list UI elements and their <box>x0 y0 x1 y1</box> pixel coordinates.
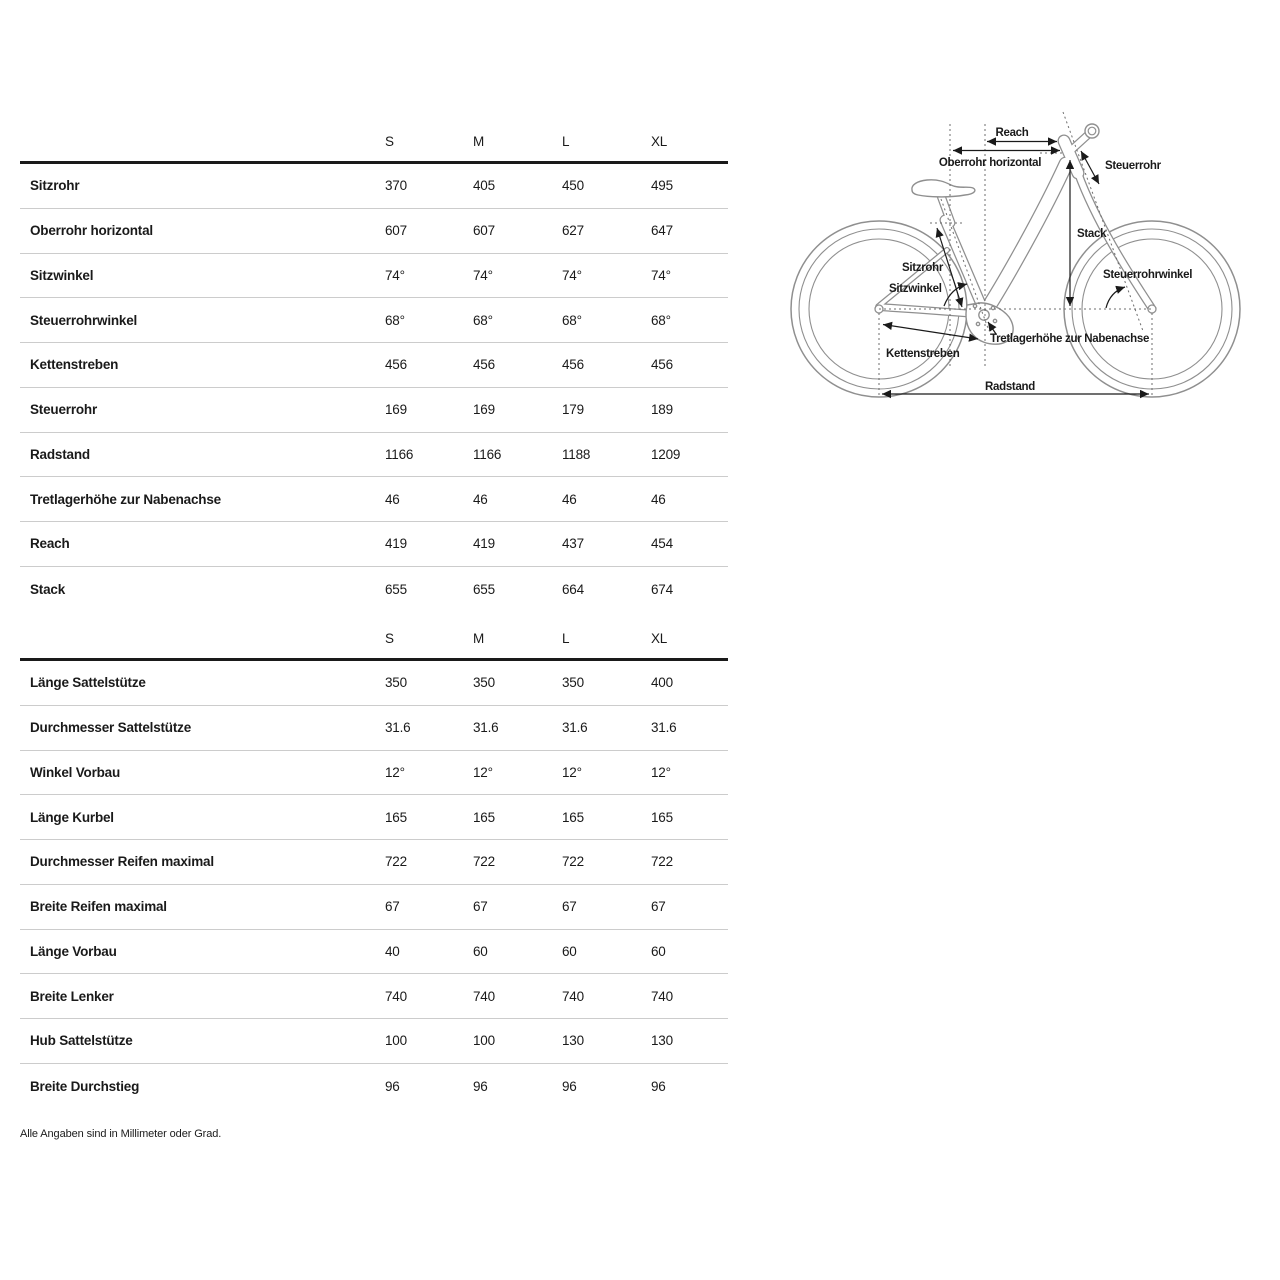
row-value-m: 722 <box>473 854 495 870</box>
row-label: Durchmesser Reifen maximal <box>30 854 214 870</box>
table-row <box>20 751 728 796</box>
row-value-m: 100 <box>473 1033 495 1049</box>
row-value-xl: 31.6 <box>651 720 677 736</box>
row-value-m: 31.6 <box>473 720 499 736</box>
units-footnote: Alle Angaben sind in Millimeter oder Grad. <box>20 1128 222 1140</box>
row-value-m: 456 <box>473 357 495 373</box>
row-value-s: 12° <box>385 764 405 780</box>
row-value-s: 456 <box>385 357 407 373</box>
table-row <box>20 343 728 388</box>
row-value-m: 419 <box>473 536 495 552</box>
component-spec-table <box>20 618 728 1109</box>
row-value-s: 74° <box>385 267 405 283</box>
row-value-s: 40 <box>385 943 400 959</box>
size-header-xl-2: XL <box>651 630 668 646</box>
row-value-s: 169 <box>385 402 407 418</box>
row-value-s: 67 <box>385 899 400 915</box>
table-row <box>20 209 728 254</box>
table-row <box>20 1019 728 1064</box>
row-value-xl: 189 <box>651 402 673 418</box>
row-value-l: 450 <box>562 178 584 194</box>
frame-geometry-table <box>20 121 728 612</box>
row-label: Steuerrohr <box>30 402 98 418</box>
row-value-s: 740 <box>385 988 407 1004</box>
row-value-s: 46 <box>385 491 400 507</box>
saddle <box>912 180 975 197</box>
label-kettenstreben: Kettenstreben <box>886 348 960 360</box>
bike-geometry-diagram <box>770 95 1260 415</box>
table-row <box>20 1064 728 1109</box>
row-label: Durchmesser Sattelstütze <box>30 720 192 736</box>
table-row <box>20 706 728 751</box>
row-label: Oberrohr horizontal <box>30 223 153 239</box>
label-oberrohr: Oberrohr horizontal <box>938 157 1042 169</box>
row-value-m: 96 <box>473 1078 488 1094</box>
size-header-l-2: L <box>562 630 570 646</box>
row-label: Breite Reifen maximal <box>30 899 167 915</box>
row-value-l: 627 <box>562 223 584 239</box>
size-header-m: M <box>473 133 485 149</box>
handlebar-grip <box>1085 124 1099 138</box>
table-row <box>20 477 728 522</box>
label-reach: Reach <box>995 127 1029 139</box>
table-row <box>20 840 728 885</box>
component-spec-rows <box>20 661 728 1109</box>
row-value-m: 12° <box>473 764 493 780</box>
row-value-l: 31.6 <box>562 720 588 736</box>
row-value-xl: 740 <box>651 988 673 1004</box>
row-value-xl: 647 <box>651 223 673 239</box>
table-row <box>20 567 728 612</box>
row-value-xl: 1209 <box>651 446 681 462</box>
row-value-m: 46 <box>473 491 488 507</box>
row-value-m: 1166 <box>473 446 502 462</box>
row-value-l: 67 <box>562 899 577 915</box>
row-value-xl: 96 <box>651 1078 666 1094</box>
table-row <box>20 930 728 975</box>
row-value-l: 74° <box>562 267 582 283</box>
row-label: Länge Sattelstütze <box>30 675 146 691</box>
label-sitzwinkel: Sitzwinkel <box>889 283 942 295</box>
row-value-s: 68° <box>385 312 405 328</box>
label-tretlagerhoehe: Tretlagerhöhe zur Nabenachse <box>990 333 1150 345</box>
row-value-xl: 74° <box>651 267 671 283</box>
row-value-l: 722 <box>562 854 584 870</box>
table-row <box>20 661 728 706</box>
row-value-m: 607 <box>473 223 495 239</box>
row-value-m: 68° <box>473 312 493 328</box>
table-row <box>20 522 728 567</box>
row-label: Radstand <box>30 446 90 462</box>
row-label: Stack <box>30 581 66 597</box>
table-row <box>20 433 728 478</box>
row-value-xl: 400 <box>651 675 673 691</box>
table-row <box>20 254 728 299</box>
row-value-l: 437 <box>562 536 584 552</box>
size-header-l: L <box>562 133 570 149</box>
frame-geometry-rows <box>20 164 728 612</box>
row-label: Reach <box>30 536 70 552</box>
row-value-s: 419 <box>385 536 407 552</box>
row-label: Kettenstreben <box>30 357 119 373</box>
table-row <box>20 298 728 343</box>
row-value-l: 350 <box>562 675 584 691</box>
table-row <box>20 885 728 930</box>
label-steuerrohr: Steuerrohr <box>1105 160 1161 172</box>
row-value-l: 12° <box>562 764 582 780</box>
row-value-s: 1166 <box>385 446 414 462</box>
row-value-s: 722 <box>385 854 407 870</box>
table-row <box>20 164 728 209</box>
row-value-l: 130 <box>562 1033 584 1049</box>
row-value-s: 607 <box>385 223 407 239</box>
row-value-m: 60 <box>473 943 488 959</box>
row-value-xl: 722 <box>651 854 673 870</box>
size-header-s: S <box>385 133 394 149</box>
row-value-l: 165 <box>562 809 584 825</box>
row-value-m: 405 <box>473 178 495 194</box>
row-label: Sitzwinkel <box>30 267 94 283</box>
table-row <box>20 388 728 433</box>
row-value-s: 100 <box>385 1033 407 1049</box>
row-value-m: 67 <box>473 899 488 915</box>
label-radstand: Radstand <box>985 381 1035 393</box>
row-value-s: 31.6 <box>385 720 411 736</box>
row-value-m: 165 <box>473 809 495 825</box>
row-label: Sitzrohr <box>30 178 80 194</box>
row-value-s: 165 <box>385 809 407 825</box>
label-stack: Stack <box>1077 228 1107 240</box>
row-label: Breite Durchstieg <box>30 1078 140 1094</box>
row-label: Winkel Vorbau <box>30 764 121 780</box>
row-value-l: 740 <box>562 988 584 1004</box>
table-row <box>20 795 728 840</box>
size-header-s-2: S <box>385 630 394 646</box>
row-label: Steuerrohrwinkel <box>30 312 138 328</box>
row-value-m: 350 <box>473 675 495 691</box>
row-value-s: 655 <box>385 581 407 597</box>
row-label: Länge Vorbau <box>30 943 117 959</box>
row-value-xl: 60 <box>651 943 666 959</box>
row-value-l: 1188 <box>562 446 591 462</box>
label-sitzrohr: Sitzrohr <box>902 262 944 274</box>
row-value-l: 46 <box>562 491 577 507</box>
size-header-xl: XL <box>651 133 668 149</box>
row-label: Tretlagerhöhe zur Nabenachse <box>30 491 221 507</box>
row-value-xl: 165 <box>651 809 673 825</box>
row-value-l: 68° <box>562 312 582 328</box>
row-value-xl: 495 <box>651 178 673 194</box>
size-header-row-2 <box>20 618 728 661</box>
size-header-m-2: M <box>473 630 485 646</box>
row-value-m: 655 <box>473 581 495 597</box>
table-row <box>20 974 728 1019</box>
row-label: Hub Sattelstütze <box>30 1033 133 1049</box>
row-value-m: 740 <box>473 988 495 1004</box>
row-value-l: 664 <box>562 581 584 597</box>
row-value-l: 456 <box>562 357 584 373</box>
row-value-xl: 67 <box>651 899 666 915</box>
row-value-m: 169 <box>473 402 495 418</box>
row-value-xl: 12° <box>651 764 671 780</box>
row-value-xl: 456 <box>651 357 673 373</box>
row-value-xl: 130 <box>651 1033 673 1049</box>
row-value-s: 350 <box>385 675 407 691</box>
row-value-xl: 46 <box>651 491 666 507</box>
size-header-row <box>20 121 728 164</box>
row-value-xl: 454 <box>651 536 673 552</box>
row-value-l: 60 <box>562 943 577 959</box>
label-steuerrohrwinkel: Steuerrohrwinkel <box>1103 269 1193 281</box>
row-value-s: 96 <box>385 1078 400 1094</box>
row-label: Länge Kurbel <box>30 809 114 825</box>
row-value-l: 179 <box>562 402 584 418</box>
row-value-l: 96 <box>562 1078 577 1094</box>
row-value-xl: 68° <box>651 312 671 328</box>
row-value-m: 74° <box>473 267 493 283</box>
row-value-xl: 674 <box>651 581 673 597</box>
row-value-s: 370 <box>385 178 407 194</box>
row-label: Breite Lenker <box>30 988 114 1004</box>
